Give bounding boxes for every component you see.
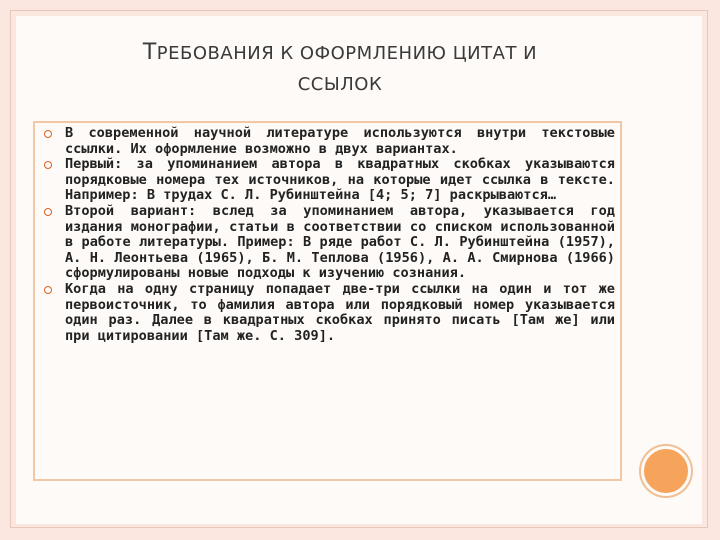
- bullet-text: Первый: за упоминанием автора в квадратных скобках указываются порядковые номера тех источников, на которые идет ссылка в тексте. Например: В трудах С. Л. Рубинштейна [4; 5; 7] раскрываются…: [65, 156, 615, 204]
- slide-title-line2: ССЫЛОК: [297, 74, 383, 95]
- bullet-text: Когда на одну страницу попадает две-три ссылки на один и тот же первоисточник, то фамилия автора или порядковый номер указывается один раз. Далее в квадратных скобках принято писать [Там же] или при цитировании [Там же. С. 309].: [65, 280, 615, 344]
- content-box: [33, 121, 622, 481]
- bullet-list: [35, 126, 615, 344]
- slide-title-line1: РЕБОВАНИЯ К ОФОРМЛЕНИЮ ЦИТАТ И: [156, 43, 538, 64]
- bullet-circle-icon: [44, 161, 52, 169]
- slide-title-initial: Т: [142, 40, 157, 65]
- bullet-item: [35, 282, 615, 344]
- slide-title: [30, 40, 650, 65]
- bullet-circle-icon: [44, 130, 52, 138]
- bullet-text: Второй вариант: вслед за упоминанием автора, указывается год издания монографии, статьи в соответствии со списком использованной в работе литературы. Пример: В ряде работ С. Л. Рубинштейна (1957), А. Н. Леонтьева (1965), Б. М. Теплова (1956), А. А. Смирнова (1966) сформулированы новые подходы к изучению сознания.: [65, 202, 615, 282]
- bullet-item: [35, 204, 615, 282]
- bullet-item: [35, 157, 615, 204]
- bullet-text: В современной научной литературе используются внутри текстовые ссылки. Их оформление возможно в двух вариантах.: [65, 125, 615, 157]
- bullet-circle-icon: [44, 286, 52, 294]
- decorative-circle: [641, 446, 691, 496]
- bullet-item: [35, 126, 615, 157]
- bullet-circle-icon: [44, 208, 52, 216]
